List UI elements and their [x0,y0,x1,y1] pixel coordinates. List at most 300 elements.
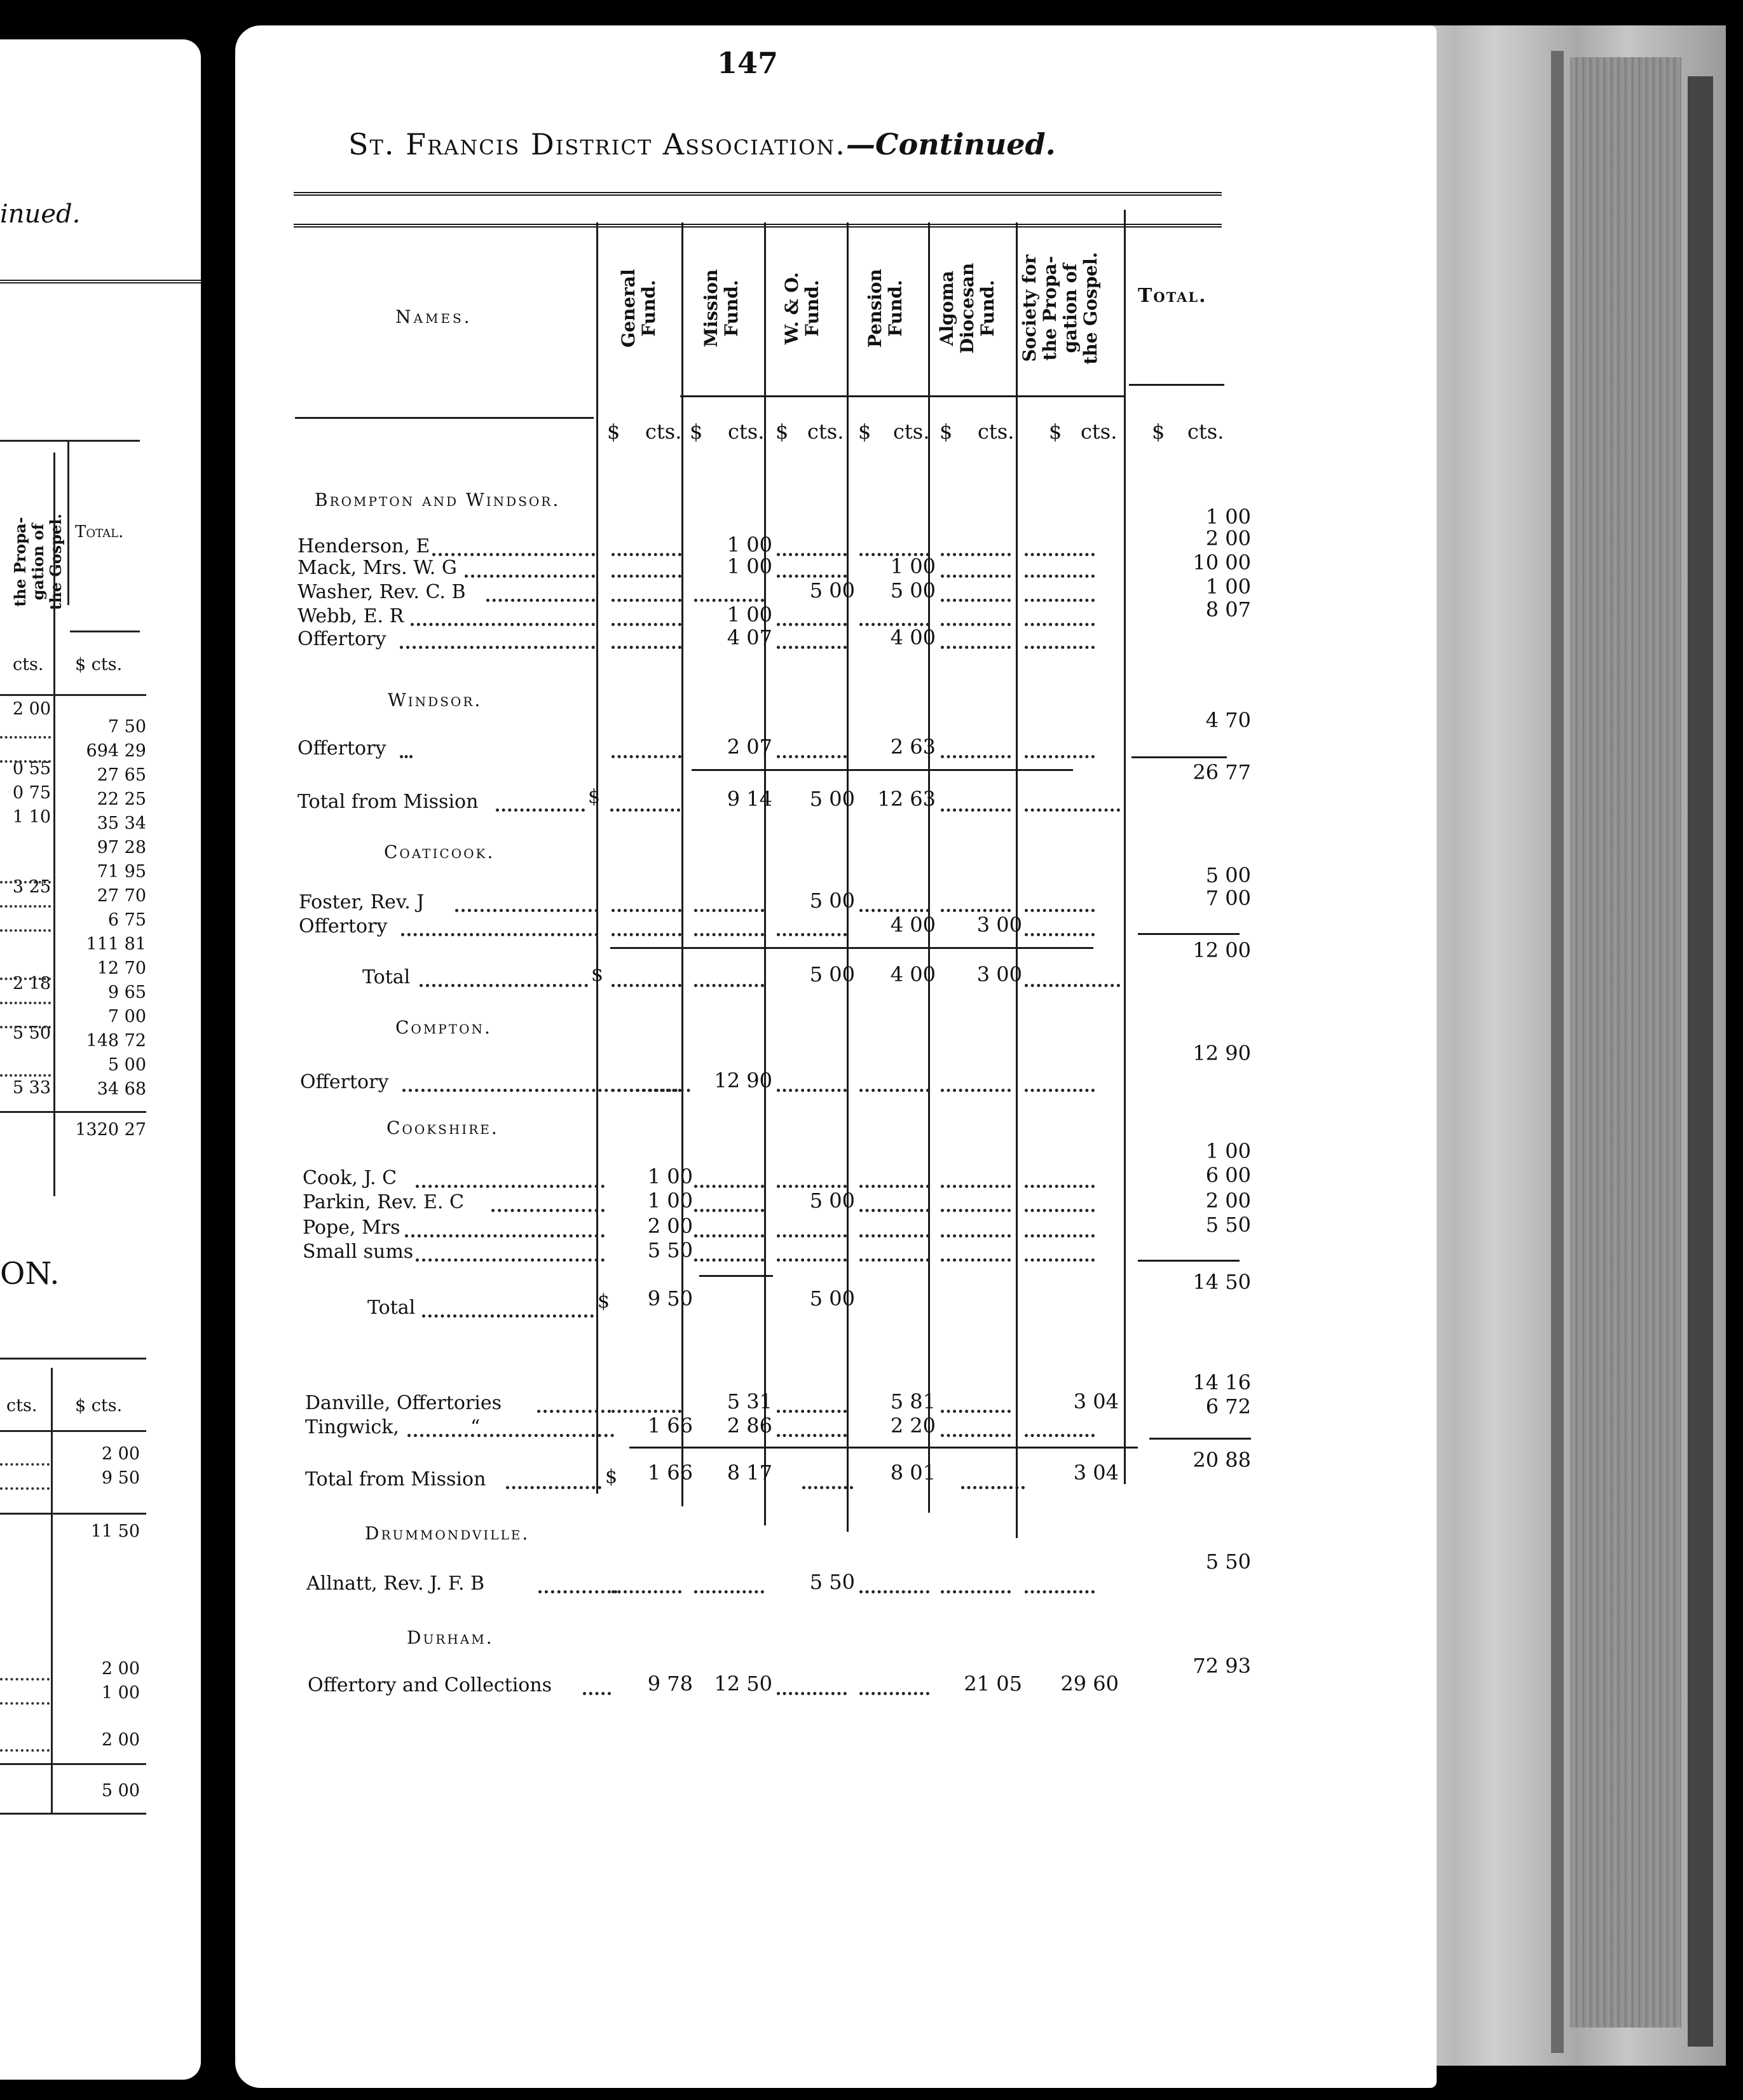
total-cell-value: 9 50 [647,1286,693,1311]
left-fragment-n: ON. [0,1256,60,1292]
left-total-value: 27 70 [97,886,146,906]
left-spg-value: 3 25 [12,877,51,897]
total-label: Total [362,966,411,988]
left-rule [0,440,140,442]
empty-cell-dots [1025,933,1095,936]
book-edge-dark [1688,76,1713,2047]
total-dollar: $ [598,1290,610,1312]
cell-value: 5 50 [647,1238,693,1262]
left-dot-leader [0,978,51,980]
row-name: Offertory [297,628,386,650]
left-lower-dollar-cts: $ cts. [75,1396,123,1415]
empty-cell-dots [777,755,847,758]
left-total-value: 7 50 [107,717,146,737]
name-dot-leader [416,1185,605,1188]
left-lower-total: 5 00 [101,1781,140,1801]
empty-cell-dots [1025,553,1095,556]
column-line [1124,210,1126,1484]
name-dot-leader [405,1234,605,1238]
cts-label: cts. [807,419,844,444]
section-title: Windsor. [388,690,482,711]
cell-value: 5 00 [809,1189,855,1213]
name-dot-leader [422,1314,594,1318]
empty-cell-dots [694,1258,764,1262]
left-dot-leader [0,929,51,932]
empty-cell-dots [694,1234,764,1238]
cell-value: 5 00 [890,578,936,603]
row-name: Tingwick, [305,1416,399,1438]
left-rule [0,1111,146,1113]
left-spg-value: 5 33 [12,1078,51,1098]
row-name: Cook, J. C [303,1167,397,1189]
left-total-value: 34 68 [97,1079,146,1099]
cell-value: 1 00 [890,554,936,578]
left-lower-total: 1 00 [101,1683,140,1703]
empty-cell-dots [612,984,681,987]
cell-value: 4 00 [890,913,936,937]
name-dot-leader [486,599,595,602]
cell-value: 2 63 [890,735,936,759]
cell-value: 29 60 [1060,1672,1119,1696]
empty-cell-dots [941,646,1011,649]
cell-value: 12 90 [714,1068,772,1093]
left-total-value: 12 70 [97,958,146,978]
left-rule [0,1763,146,1765]
cts-label: cts. [1081,419,1118,444]
left-dot-leader [0,1487,50,1490]
left-dot-leader [0,1702,50,1705]
left-dollar-cts: $ cts. [75,655,123,674]
empty-cell-dots [859,1692,929,1695]
empty-cell-dots [859,1089,929,1092]
fund-header: Society for the Propa- gation of the Gospel. [1019,252,1101,365]
left-lower-total: 2 00 [101,1444,140,1464]
left-total-value: 27 65 [97,765,146,785]
total-cell-value: 5 00 [809,962,855,986]
left-dot-leader [0,760,51,763]
cell-value: 1 00 [727,533,772,557]
cell-value: 3 04 [1073,1389,1119,1414]
total-cell-value: 8 17 [727,1461,772,1485]
empty-cell-dots [777,1434,847,1437]
left-dot-leader [0,1002,51,1004]
subtotal-rule [1138,933,1240,935]
ditto-mark: “ [470,1416,481,1438]
column-line [681,222,683,1506]
left-dot-leader [0,1463,50,1466]
empty-cell-dots [941,1434,1011,1437]
dollar-label: $ [607,419,620,444]
name-dot-leader [506,1486,601,1489]
empty-cell-dots [859,1185,929,1188]
dollar-label: $ [858,419,871,444]
left-dot-leader [0,1749,50,1752]
left-total-value: 71 95 [97,862,146,882]
dollar-label: $ [690,419,703,444]
book-edge-shadow [1551,51,1564,2053]
empty-cell-dots [777,1410,847,1413]
empty-cell-dots [694,599,764,602]
empty-cell-dots [777,1258,847,1262]
name-dot-leader [465,575,595,578]
total-cell-value: 3 00 [976,962,1022,986]
left-total-value: 97 28 [97,838,146,857]
cell-value: 1 00 [647,1189,693,1213]
empty-cell-dots [941,1185,1011,1188]
cts-label: cts. [978,419,1015,444]
total-cell-value: 5 50 [1205,1550,1251,1574]
left-total-value: 1320 27 [75,1120,146,1140]
cell-value: 2 00 [647,1214,693,1238]
empty-cell-dots [941,909,1011,912]
empty-cell-dots [941,755,1011,758]
cts-label: cts. [893,419,930,444]
cell-value: 1 00 [647,1164,693,1189]
left-rule [0,1358,146,1360]
left-total-value: 9 65 [107,983,146,1002]
empty-cell-dots [1025,646,1095,649]
empty-cell-dots [941,808,1011,812]
cts-label: cts. [645,419,682,444]
dollar-label: $ [1152,419,1165,444]
cell-value: 5 00 [809,889,855,913]
left-total-value: 7 00 [107,1007,146,1026]
fund-header: Algoma Diocesan Fund. [936,262,998,354]
cell-value: 5 00 [809,578,855,603]
fund-header: General Fund. [618,269,659,348]
empty-cell-dots [1025,909,1095,912]
empty-cell-dots [612,599,681,602]
total-column-header: Total. [1138,285,1207,307]
empty-cell-dots [694,933,764,936]
total-cell-value: 8 07 [1205,597,1251,622]
total-cell-value: 6 72 [1205,1394,1251,1419]
empty-cell-dots [612,1410,681,1413]
left-spg-value: 2 18 [12,974,51,993]
row-name: Parkin, Rev. E. C [303,1191,464,1213]
empty-cell-dots [1025,1258,1095,1262]
cell-value: 1 00 [727,603,772,627]
left-total-value: 6 75 [107,910,146,930]
total-cell-value: 5 00 [1205,863,1251,887]
page-number: 147 [717,46,779,80]
empty-cell-dots [694,1185,764,1188]
empty-cell-dots [859,1234,929,1238]
section-title: Brompton and Windsor. [315,489,561,510]
left-total-value: 111 81 [86,934,146,954]
total-dollar: $ [605,1466,618,1488]
empty-cell-dots [941,599,1011,602]
left-col-line [67,440,69,605]
empty-cell-dots [859,909,929,912]
empty-cell-dots [612,1590,681,1593]
cell-value: 4 00 [890,625,936,650]
name-dot-leader [491,1209,605,1212]
total-cell-value: 20 88 [1193,1448,1251,1472]
empty-cell-dots [1025,575,1095,578]
page-heading-continued: —Continued. [845,127,1056,161]
total-cell-value: 14 50 [1193,1270,1251,1294]
left-col-header: the Propa- gation of the Gospel. [11,514,65,610]
empty-cell-dots [1025,1209,1095,1212]
total-cell-value: 1 66 [647,1461,693,1485]
left-dot-leader [0,881,51,883]
name-dot-leader [538,1590,617,1593]
cell-value: 1 66 [647,1414,693,1438]
section-title: Durham. [407,1627,494,1648]
book-edge-stack [1570,57,1681,2028]
cell-value: 12 50 [714,1672,772,1696]
cell-value: 4 07 [727,625,772,650]
row-name: Small sums [303,1241,414,1263]
empty-cell-dots [941,1590,1011,1593]
total-cell-value: 72 93 [1193,1654,1251,1678]
subtotal-rule [699,1275,773,1277]
left-lower-total: 11 50 [90,1522,140,1541]
total-cell-value: 1 00 [1205,505,1251,529]
left-spg-value: 0 55 [12,759,51,779]
total-label: Total from Mission [305,1468,486,1490]
left-lower-total: 9 50 [101,1468,140,1488]
left-rule [0,1430,146,1432]
empty-cell-dots [612,755,681,758]
left-dot-leader [0,1026,51,1028]
fund-header: Pension Fund. [865,269,906,348]
names-column-header: Names. [395,306,472,327]
total-cell-value: 26 77 [1193,760,1251,784]
empty-cell-dots [777,646,847,649]
left-total-value: 22 25 [97,789,146,809]
empty-cell-dots [941,623,1011,626]
row-name: Allnatt, Rev. J. F. B [306,1572,485,1595]
total-cell-value: 2 00 [1205,526,1251,550]
total-cell-value: 5 00 [809,1286,855,1311]
total-cell-value: 8 01 [890,1461,936,1485]
empty-cell-dots [859,1209,929,1212]
total-cell-value: 10 00 [1193,550,1251,575]
total-cell-value: 1 00 [1205,1139,1251,1163]
left-lower-total: 2 00 [101,1659,140,1679]
empty-cell-dots [1025,1434,1095,1437]
cell-value: 3 00 [976,913,1022,937]
left-rule [0,1513,146,1515]
left-dot-leader [0,1678,50,1681]
empty-cell-dots [1025,1089,1095,1092]
section-title: Drummondville. [365,1523,530,1544]
empty-cell-dots [1025,984,1120,987]
total-cell-value: 4 70 [1205,708,1251,732]
empty-cell-dots [802,1486,853,1489]
cell-value: 1 00 [727,554,772,578]
header-bottom-rule [680,395,1125,397]
left-total-value: 35 34 [97,814,146,833]
empty-cell-dots [612,933,681,936]
left-dot-leader [0,1074,51,1077]
row-name: Offertory [300,1071,389,1093]
empty-cell-dots [612,553,681,556]
empty-cell-dots [777,933,847,936]
empty-cell-dots [1025,599,1095,602]
dollar-label: $ [940,419,953,444]
empty-cell-dots [1025,808,1120,812]
empty-cell-dots [610,808,680,812]
total-label: Total from Mission [297,791,479,813]
empty-cell-dots [1025,1234,1095,1238]
total-dollar: $ [588,786,601,808]
empty-cell-dots [1025,755,1095,758]
left-rule [0,1813,146,1815]
left-spg-value: 1 10 [12,807,51,827]
section-title: Coaticook. [384,842,495,862]
name-dot-leader [411,623,595,626]
empty-cell-dots [859,1590,929,1593]
cell-value: 21 05 [964,1672,1022,1696]
empty-cell-dots [694,984,764,987]
header-bottom-rule [295,417,594,419]
dollar-label: $ [776,419,789,444]
empty-cell-dots [941,553,1011,556]
row-name: Offertory and Collections [308,1674,552,1696]
dollar-label: $ [1049,419,1062,444]
empty-cell-dots [612,1089,681,1092]
row-name: Henderson, E [297,535,430,557]
cts-label: cts. [728,419,765,444]
empty-cell-dots [1025,623,1095,626]
name-dot-leader [420,984,588,987]
left-dot-leader [0,736,51,739]
row-name: Offertory [297,737,386,760]
total-cell-value: 12 63 [877,787,936,811]
name-dot-leader [407,1434,614,1437]
empty-cell-dots [961,1486,1025,1489]
page-heading [348,127,1056,161]
name-dot-leader [400,755,413,758]
empty-cell-dots [777,1692,847,1695]
name-dot-leader [455,909,598,912]
left-spg-value: 0 75 [12,783,51,803]
row-name: Foster, Rev. J [299,891,425,913]
name-dot-leader [496,808,585,812]
total-cell-value: 12 90 [1193,1041,1251,1065]
empty-cell-dots [612,646,681,649]
fund-header: W. & O. Fund. [781,271,823,345]
cell-value: 5 31 [727,1389,772,1414]
empty-cell-dots [612,575,681,578]
empty-cell-dots [694,1590,764,1593]
fund-header: Mission Fund. [701,269,742,348]
total-cell-value: 12 00 [1193,938,1251,962]
total-cell-value: 7 00 [1205,886,1251,910]
empty-cell-dots [1025,1185,1095,1188]
left-spg-value: 2 00 [12,699,51,719]
cell-value: 2 07 [727,735,772,759]
empty-cell-dots [612,623,681,626]
name-dot-leader [432,553,595,556]
left-total-header: Total. [75,522,124,542]
subtotal-rule [629,1447,1138,1449]
cell-value: 5 81 [890,1389,936,1414]
empty-cell-dots [941,1234,1011,1238]
cts-label: cts. [1187,419,1224,444]
subtotal-rule [610,947,1093,949]
left-lower-cts: cts. [6,1396,38,1415]
section-title: Compton. [395,1017,492,1038]
left-total-value: 694 29 [86,741,146,761]
total-cell-value: 6 00 [1205,1163,1251,1187]
left-page [0,39,201,2080]
empty-cell-dots [941,1089,1011,1092]
row-name: Washer, Rev. C. B [297,581,466,603]
row-name: Pope, Mrs [303,1217,400,1239]
page-heading-title: St. Francis District Association. [348,127,846,161]
left-rule [0,280,201,283]
row-name: Webb, E. R [297,605,404,627]
empty-cell-dots [941,575,1011,578]
left-rule [70,631,140,632]
header-bottom-rule [1129,384,1224,386]
empty-cell-dots [694,1209,764,1212]
subtotal-rule [1138,1260,1240,1262]
cell-value: 9 78 [647,1672,693,1696]
empty-cell-dots [941,1410,1011,1413]
cell-value: 2 20 [890,1414,936,1438]
empty-cell-dots [859,1258,929,1262]
empty-cell-dots [777,1185,847,1188]
empty-cell-dots [1025,1590,1095,1593]
empty-cell-dots [941,1209,1011,1212]
column-line [847,222,849,1532]
total-cell-value: 4 00 [890,962,936,986]
empty-cell-dots [941,1258,1011,1262]
empty-cell-dots [612,909,681,912]
left-total-value: 5 00 [107,1055,146,1075]
total-cell-value: 9 14 [727,787,772,811]
cell-value: 2 86 [727,1414,772,1438]
left-dot-leader [0,905,51,908]
empty-cell-dots [777,575,847,578]
total-cell-value: 3 04 [1073,1461,1119,1485]
left-lower-total: 2 00 [101,1730,140,1750]
empty-cell-dots [694,909,764,912]
total-dollar: $ [591,964,604,986]
row-name: Mack, Mrs. W. G [297,557,457,579]
left-spg-value: 5 50 [12,1023,51,1043]
left-heading-fragment: inued. [0,200,81,229]
left-cts: cts. [13,655,44,674]
left-rule [0,694,146,696]
name-dot-leader [401,933,598,936]
subtotal-rule [1131,756,1227,758]
row-name: Offertory [299,915,388,938]
subtotal-rule [692,769,1073,771]
cell-value: 5 50 [809,1570,855,1594]
column-line [1016,222,1018,1538]
total-cell-value: 5 00 [809,787,855,811]
name-dot-leader [400,646,595,649]
total-cell-value: 5 50 [1205,1213,1251,1237]
column-line [928,222,930,1513]
name-dot-leader [537,1410,611,1413]
total-cell-value: 1 00 [1205,575,1251,599]
total-label: Total [367,1297,416,1319]
empty-cell-dots [777,1089,847,1092]
total-cell-value: 2 00 [1205,1189,1251,1213]
subtotal-rule [1149,1438,1251,1440]
column-line [764,222,766,1525]
left-total-value: 148 72 [86,1031,146,1051]
row-name: Danville, Offertories [305,1392,502,1414]
section-title: Cookshire. [386,1117,499,1138]
